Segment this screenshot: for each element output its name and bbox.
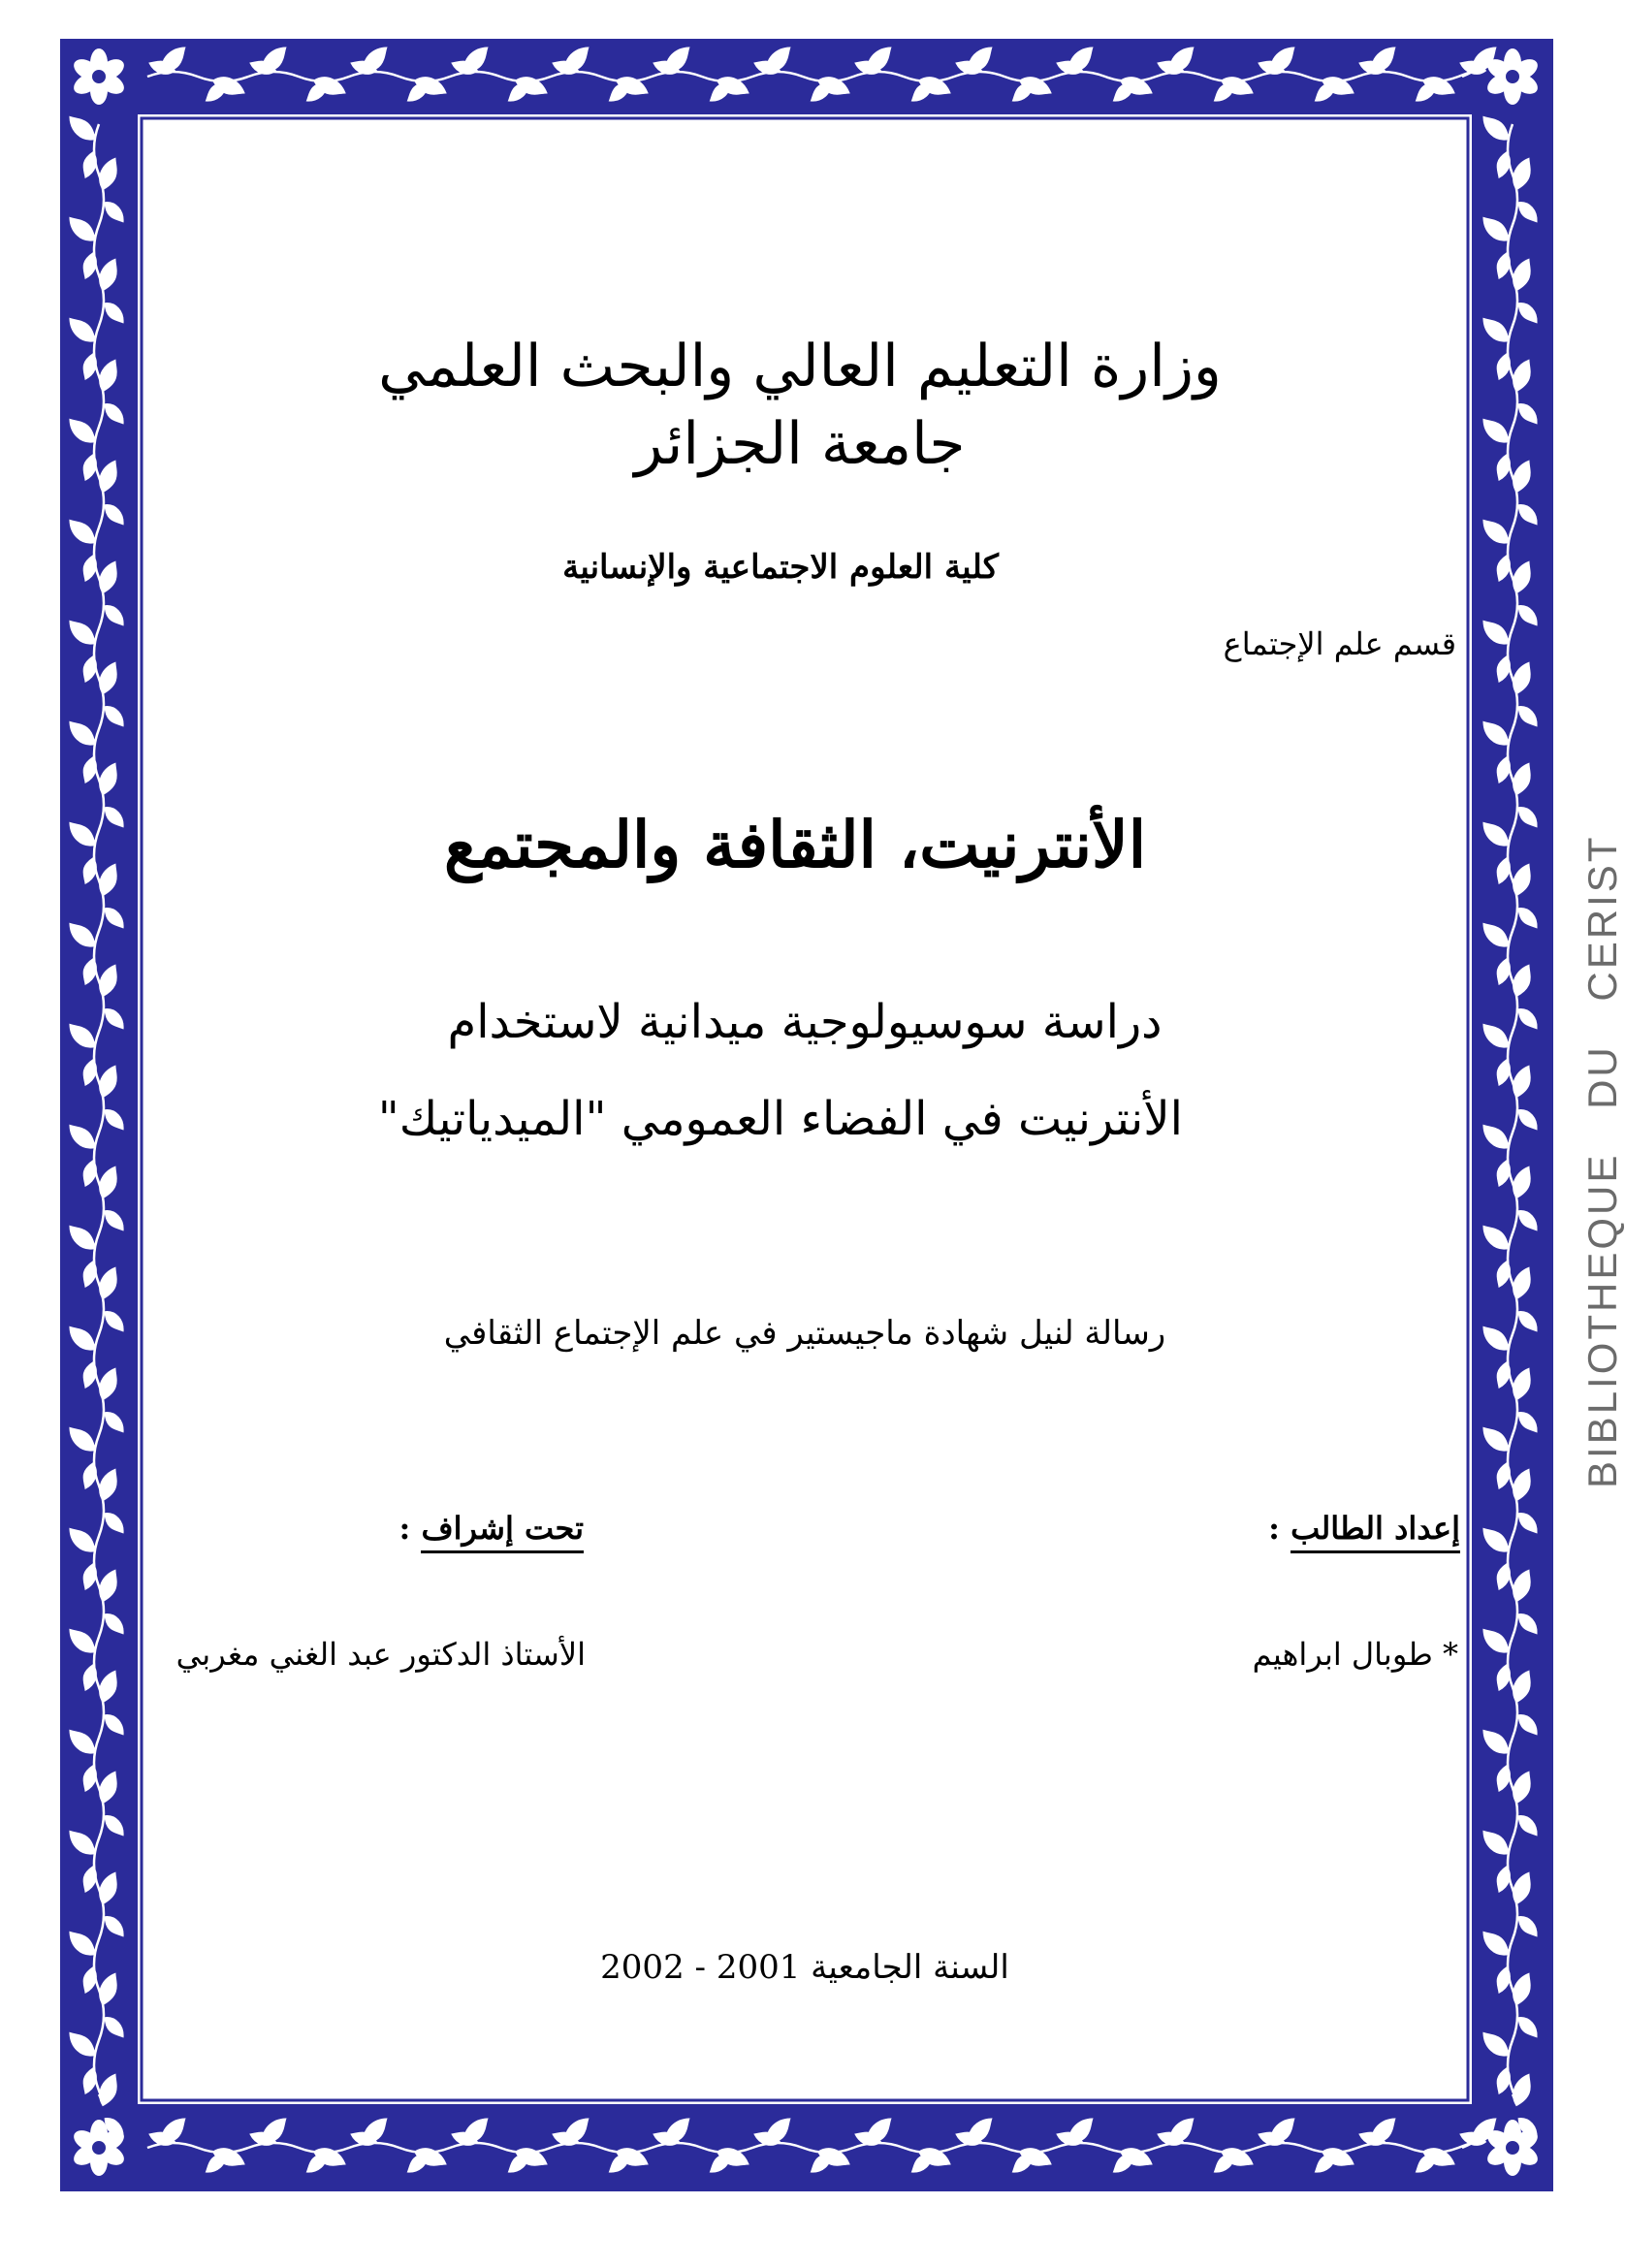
department-name: قسم علم الإجتماع xyxy=(1223,625,1456,662)
university-name: جامعة الجزائر xyxy=(634,410,966,478)
prepared-by-text: إعداد الطالب xyxy=(1290,1510,1460,1553)
faculty-name: كلية العلوم الاجتماعية والإنسانية xyxy=(562,548,999,587)
ministry-name: وزارة التعليم العالي والبحث العلمي xyxy=(378,333,1222,400)
library-watermark: BIBLIOTHEQUE DU CERIST xyxy=(1579,834,1625,1488)
prepared-by-label xyxy=(1268,1510,1460,1547)
supervision-text: تحت إشراف xyxy=(421,1510,584,1553)
thesis-subtitle-line1: دراسة سوسيولوجية ميدانية لاستخدام xyxy=(447,995,1163,1049)
academic-year: السنة الجامعية 2001 - 2002 xyxy=(600,1948,1009,1987)
supervisor-name: الأستاذ الدكتور عبد الغني مغربي xyxy=(175,1636,586,1673)
supervision-label xyxy=(398,1510,585,1547)
student-name: * طوبال ابراهيم xyxy=(1252,1636,1458,1673)
thesis-subtitle-line2: الأنترنيت في الفضاء العمومي "الميدياتيك" xyxy=(377,1092,1183,1146)
thesis-title: الأنترنيت، الثقافة والمجتمع xyxy=(443,807,1147,882)
supervision-colon: : xyxy=(398,1510,411,1547)
degree-statement: رسالة لنيل شهادة ماجيستير في علم الإجتماع الثقافي xyxy=(443,1314,1166,1353)
prepared-by-colon: : xyxy=(1268,1510,1280,1547)
